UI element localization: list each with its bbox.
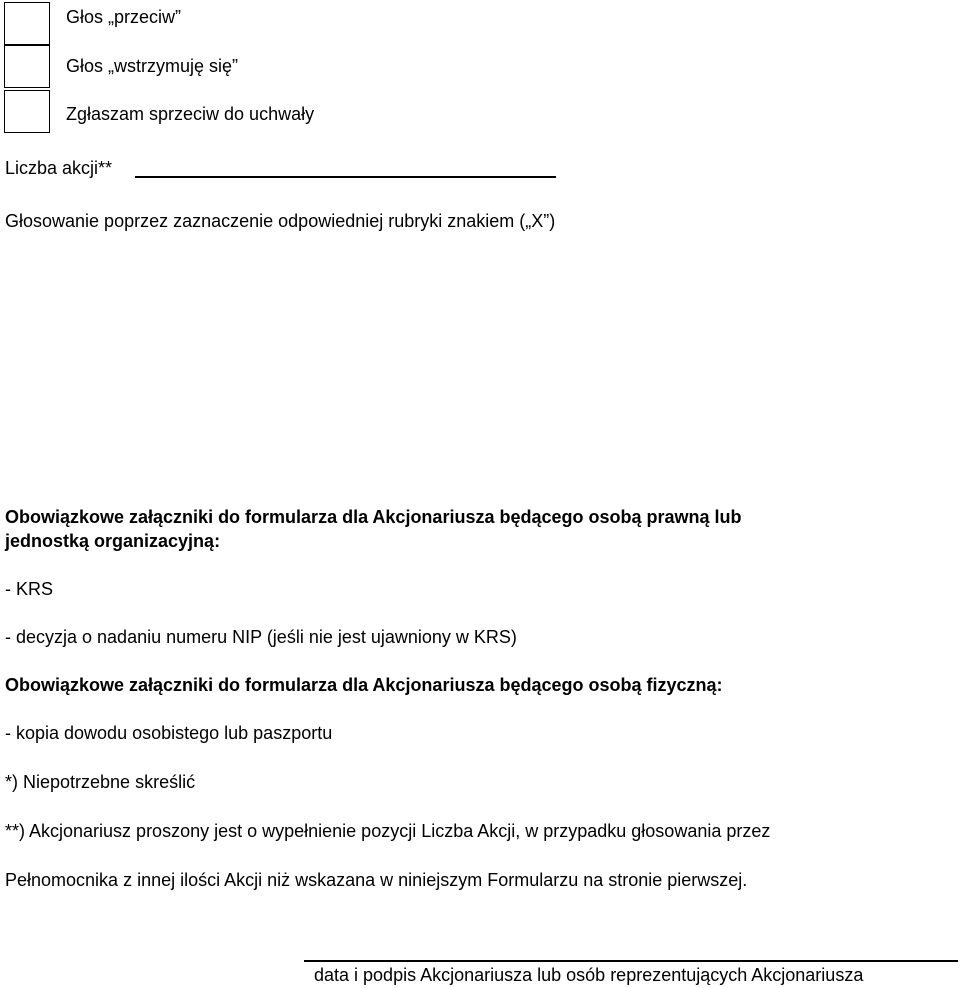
shares-label: Liczba akcji** — [5, 158, 113, 178]
footnote-2-line1: **) Akcjonariusz proszony jest o wypełnienie pozycji Liczba Akcji, w przypadku głosowania przez — [5, 821, 771, 841]
footnote-1: *) Niepotrzebne skreślić — [5, 772, 196, 792]
natural-person-heading: Obowiązkowe załączniki do formularza dla Akcjonariusza będącego osobą fizyczną: — [5, 675, 723, 695]
voting-instruction: Głosowanie poprzez zaznaczenie odpowiedniej rubryki znakiem („X”) — [5, 211, 556, 231]
objection-checkbox[interactable] — [4, 90, 50, 133]
legal-entity-item-nip: - decyzja o nadaniu numeru NIP (jeśli nie jest ujawniony w KRS) — [5, 627, 517, 647]
objection-label: Zgłaszam sprzeciw do uchwały — [66, 104, 315, 124]
shares-input-line[interactable] — [135, 176, 556, 178]
vote-against-checkbox[interactable] — [4, 2, 50, 45]
legal-entity-item-krs: - KRS — [5, 579, 54, 599]
signature-line[interactable] — [304, 960, 958, 962]
footnote-2-line2: Pełnomocnika z innej ilości Akcji niż wskazana w niniejszym Formularzu na stronie pierwszej. — [5, 870, 748, 890]
legal-entity-heading-line1: Obowiązkowe załączniki do formularza dla Akcjonariusza będącego osobą prawną lub — [5, 507, 742, 527]
vote-abstain-label: Głos „wstrzymuję się” — [66, 56, 239, 76]
legal-entity-heading-line2: jednostką organizacyjną: — [5, 531, 221, 551]
vote-against-label: Głos „przeciw” — [66, 7, 182, 27]
natural-person-item-id: - kopia dowodu osobistego lub paszportu — [5, 723, 333, 743]
signature-caption: data i podpis Akcjonariusza lub osób reprezentujących Akcjonariusza — [314, 965, 864, 985]
vote-abstain-checkbox[interactable] — [4, 45, 50, 88]
